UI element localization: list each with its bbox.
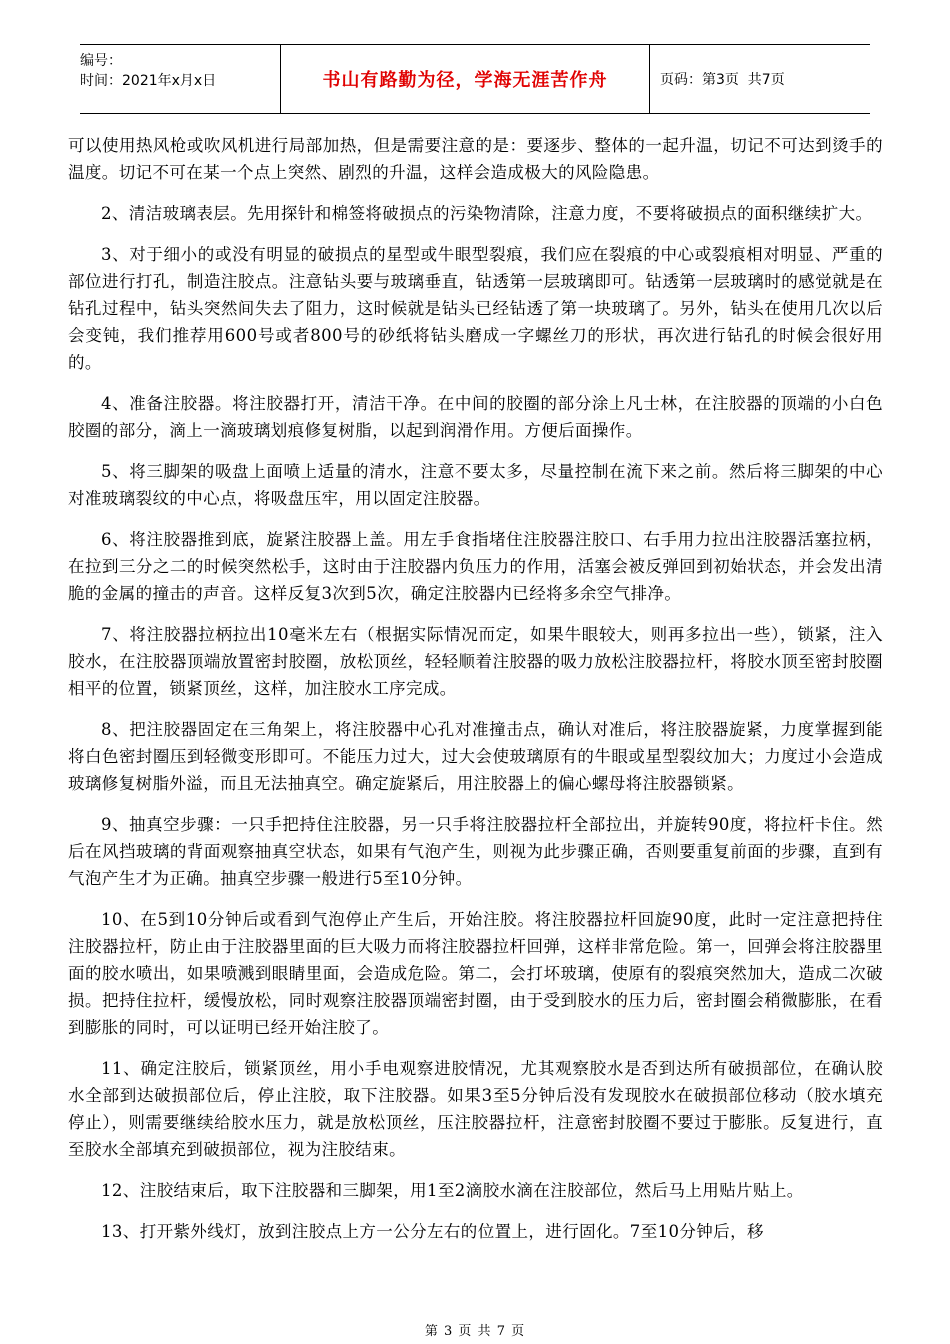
paragraph: 6、将注胶器推到底，旋紧注胶器上盖。用左手食指堵住注胶器注胶口、右手用力拉出注胶器活塞拉柄，在拉到三分之二的时候突然松手，这时由于注胶器内负压力的作用，活塞会被反弹回到初始状态，并会发出清脆的金属的撞击的声音。这样反复3次到5次，确定注胶器内已经将多余空气排净。 [68, 530, 883, 603]
paragraph: 13、打开紫外线灯，放到注胶点上方一公分左右的位置上，进行固化。7至10分钟后，移 [101, 1222, 764, 1241]
page-header [80, 44, 870, 114]
paragraph: 5、将三脚架的吸盘上面喷上适量的清水，注意不要太多，尽量控制在流下来之前。然后将三脚架的中心对准玻璃裂纹的中心点，将吸盘压牢，用以固定注胶器。 [68, 462, 883, 508]
paragraph: 3、对于细小的或没有明显的破损点的星型或牛眼型裂痕，我们应在裂痕的中心或裂痕相对明显、严重的部位进行打孔，制造注胶点。注意钻头要与玻璃垂直，钻透第一层玻璃即可。钻透第一层玻璃时的感觉就是在钻孔过程中，钻头突然间失去了阻力，这时候就是钻头已经钻透了第一块玻璃了。另外，钻头在使用几次以后会变钝，我们推荐用600号或者800号的砂纸将钻头磨成一字螺丝刀的形状，再次进行钻孔的时候会很好用的。 [68, 245, 883, 372]
header-page-number: 页码：第3页 共7页 [660, 72, 785, 88]
document-body [68, 132, 883, 1259]
paragraph: 4、准备注胶器。将注胶器打开，清洁干净。在中间的胶圈的部分涂上凡士林，在注胶器的顶端的小白色胶圈的部分，滴上一滴玻璃划痕修复树脂，以起到润滑作用。方便后面操作。 [68, 394, 883, 440]
paragraph: 12、注胶结束后，取下注胶器和三脚架，用1至2滴胶水滴在注胶部位，然后马上用贴片贴上。 [101, 1181, 804, 1200]
paragraph: 8、把注胶器固定在三角架上，将注胶器中心孔对准撞击点，确认对准后，将注胶器旋紧，力度掌握到能将白色密封圈压到轻微变形即可。不能压力过大，过大会使玻璃原有的牛眼或星型裂纹加大；力度过小会造成玻璃修复树脂外溢，而且无法抽真空。确定旋紧后，用注胶器上的偏心螺母将注胶器锁紧。 [68, 720, 883, 793]
document-code-label: 编号： [80, 53, 122, 69]
page-footer: 第 3 页 共 7 页 [424, 1324, 526, 1339]
header-meta [80, 45, 280, 113]
paragraph: 9、抽真空步骤：一只手把持住注胶器，另一只手将注胶器拉杆全部拉出，并旋转90度，将拉杆卡住。然后在风挡玻璃的背面观察抽真空状态，如果有气泡产生，则视为此步骤正确，否则要重复前面的步骤，直到有气泡产生才为正确。抽真空步骤一般进行5至10分钟。 [68, 815, 883, 888]
document-time-label: 时间：2021年x月x日 [80, 73, 217, 89]
paragraph: 可以使用热风枪或吹风机进行局部加热，但是需要注意的是：要逐步、整体的一起升温，切记不可达到烫手的温度。切记不可在某一个点上突然、剧烈的升温，这样会造成极大的风险隐患。 [68, 136, 883, 182]
paragraph: 10、在5到10分钟后或看到气泡停止产生后，开始注胶。将注胶器拉杆回旋90度，此时一定注意把持住注胶器拉杆，防止由于注胶器里面的巨大吸力而将注胶器拉杆回弹，这样非常危险。第一，回弹会将注胶器里面的胶水喷出，如果喷溅到眼睛里面，会造成危险。第二，会打坏玻璃，使原有的裂痕突然加大，造成二次破损。把持住拉杆，缓慢放松，同时观察注胶器顶端密封圈，由于受到胶水的压力后，密封圈会稍微膨胀，在看到膨胀的同时，可以证明已经开始注胶了。 [68, 910, 883, 1037]
paragraph: 11、确定注胶后，锁紧顶丝，用小手电观察进胶情况，尤其观察胶水是否到达所有破损部位，在确认胶水全部到达破损部位后，停止注胶，取下注胶器。如果3至5分钟后没有发现胶水在破损部位移动（胶水填充停止），则需要继续给胶水压力，就是放松顶丝，压注胶器拉杆，注意密封胶圈不要过于膨胀。反复进行，直至胶水全部填充到破损部位，视为注胶结束。 [68, 1059, 883, 1159]
header-page-info [650, 45, 870, 113]
paragraph: 7、将注胶器拉柄拉出10毫米左右（根据实际情况而定，如果牛眼较大，则再多拉出一些），锁紧，注入胶水，在注胶器顶端放置密封胶圈，放松顶丝，轻轻顺着注胶器的吸力放松注胶器拉杆，将胶水顶至密封胶圈相平的位置，锁紧顶丝，这样，加注胶水工序完成。 [68, 625, 883, 698]
paragraph: 2、清洁玻璃表层。先用探针和棉签将破损点的污染物清除，注意力度，不要将破损点的面积继续扩大。 [101, 204, 873, 223]
header-motto: 书山有路勤为径，学海无涯苦作舟 [280, 45, 650, 113]
